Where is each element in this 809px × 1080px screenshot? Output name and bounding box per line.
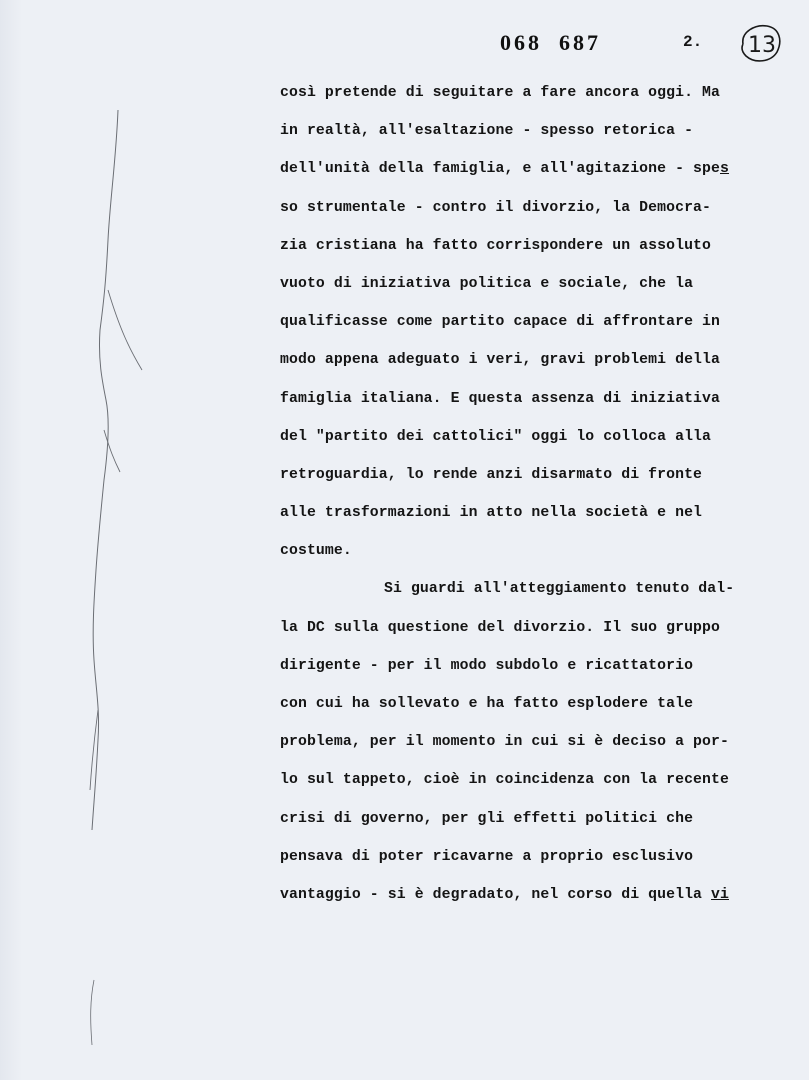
text-line: [280, 876, 800, 914]
document-code: 068 687: [500, 30, 601, 55]
text-line-underlined: s: [720, 161, 729, 178]
text-line: problema, per il momento in cui si è deciso a por-: [280, 734, 729, 751]
page-number: 2.: [683, 33, 703, 51]
text-line: del "partito dei cattolici" oggi lo colloca alla: [280, 428, 712, 445]
margin-pencil-line: [80, 100, 150, 1060]
text-line-underlined: vi: [711, 886, 729, 903]
text-line: vuoto di iniziativa politica e sociale, che la: [280, 275, 694, 292]
text-line: modo appena adeguato i veri, gravi problemi della: [280, 352, 720, 369]
text-line: so strumentale - contro il divorzio, la Democra-: [280, 199, 712, 216]
circled-number-text: 13: [748, 33, 776, 58]
text-line: la DC sulla questione del divorzio. Il suo gruppo: [280, 619, 720, 636]
text-line: con cui ha sollevato e ha fatto esplodere tale: [280, 696, 694, 712]
text-line: crisi di governo, per gli effetti politici che: [280, 810, 694, 827]
text-line: dirigente - per il modo subdolo e ricattatorio: [280, 657, 694, 674]
handwritten-circled-number: [737, 22, 783, 64]
text-line: pensava di poter ricavarne a proprio esclusivo: [280, 848, 694, 865]
text-line: retroguardia, lo rende anzi disarmato di fronte: [280, 466, 703, 483]
text-line: alle trasformazioni in atto nella società e nel: [280, 505, 703, 522]
text-line: così pretende di seguitare a fare ancora oggi. Ma: [280, 85, 720, 101]
page-edge-shadow: [0, 0, 22, 1080]
text-line: lo sul tappeto, cioè in coincidenza con la recente: [280, 772, 729, 789]
text-line: qualificasse come partito capace di affrontare in: [280, 314, 720, 331]
text-line: costume.: [280, 543, 352, 560]
text-line-main: vantaggio - si è degradato, nel corso di quella: [280, 886, 712, 903]
text-line: famiglia italiana. E questa assenza di iniziativa: [280, 390, 720, 407]
typewritten-body: [280, 74, 800, 914]
text-line: in realtà, all'esaltazione - spesso retorica -: [280, 123, 694, 140]
text-line-indented: Si guardi all'atteggiamento tenuto dal-: [384, 581, 735, 598]
text-line: zia cristiana ha fatto corrispondere un assoluto: [280, 237, 712, 254]
text-line-main: dell'unità della famiglia, e all'agitazione - spe: [280, 161, 720, 178]
text-line: [280, 150, 800, 188]
circle-stamp-icon: [737, 22, 783, 64]
